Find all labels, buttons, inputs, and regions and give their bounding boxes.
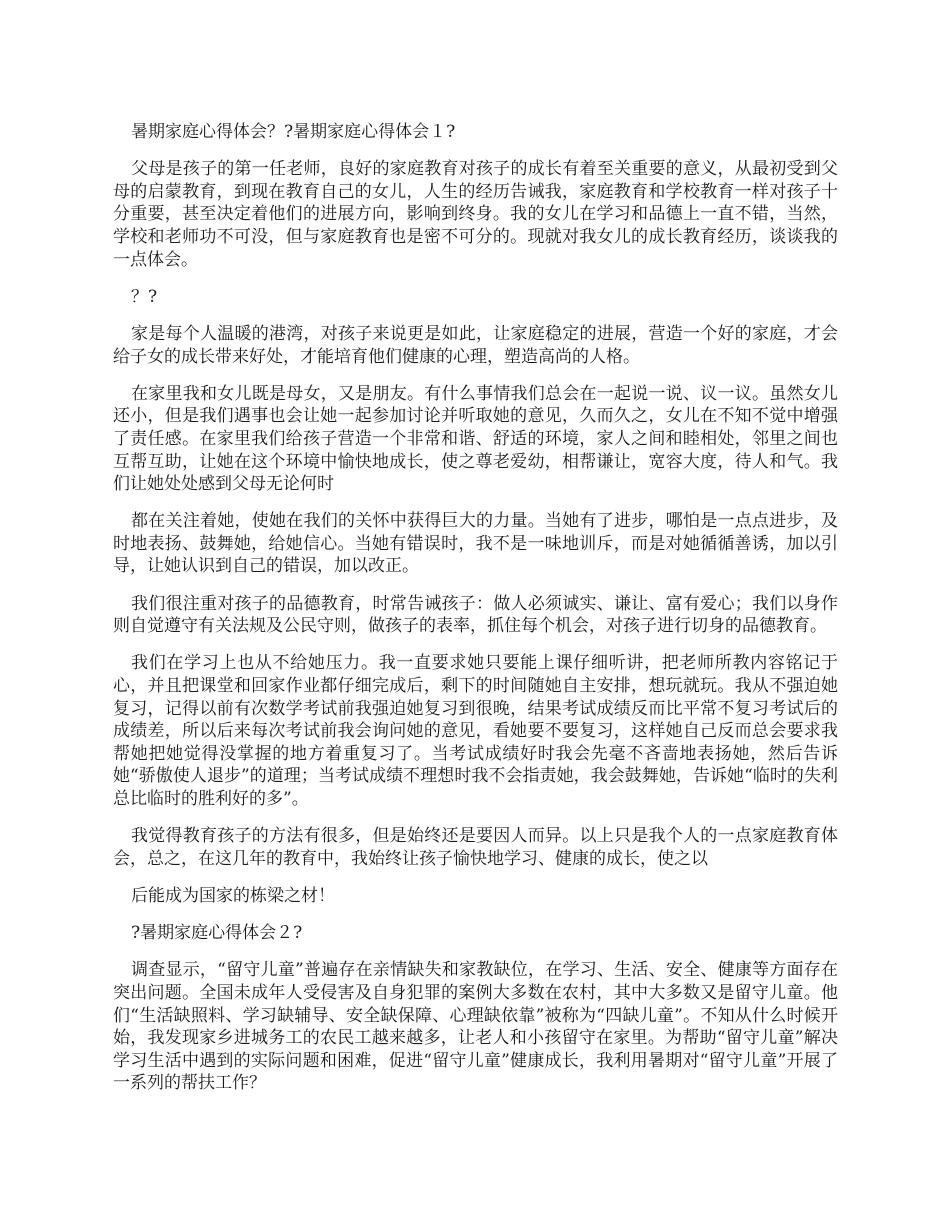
paragraph: 父母是孩子的第一任老师，良好的家庭教育对孩子的成长有着至关重要的意义，从最初受到父母的启蒙教育，到现在教育自己的女儿，人生的经历告诫我，家庭教育和学校教育一样对孩子十分重要，甚至决定着他们的进展方向，影响到终身。我的女儿在学习和品德上一直不错，当然，学校和老师功不可没，但与家庭教育也是密不可分的。现就对我女儿的成长教育经历，谈谈我的一点体会。 [113,159,838,270]
paragraph: 都在关注着她，使她在我们的关怀中获得巨大的力量。当她有了进步，哪怕是一点点进步，及时地表扬、鼓舞她，给她信心。当她有错误时，我不是一味地训斥，而是对她循循善诱，加以引导，让她认识到自己的错误，加以改正。 [113,511,838,577]
paragraph: ？? [131,286,158,307]
paragraph: 调查显示，“留守儿童”普遍存在亲情缺失和家教缺位，在学习、生活、安全、健康等方面存在突出问题。全国未成年人受侵害及自身犯罪的案例大多数在农村，其中大多数又是留守儿童。他们“生活缺照料、学习缺辅导、安全缺保障、心理缺依靠”被称为“四缺儿童”。不知从什么时候开始，我发现家乡进城务工的农民工越来越多，让老人和小孩留守在家里。为帮助“留守儿童”解决学习生活中遇到的实际问题和困难，促进“留守儿童”健康成长，我利用暑期对“留守儿童”开展了一系列的帮扶工作？ [113,960,838,1094]
paragraph: 家是每个人温暖的港湾，对孩子来说更是如此，让家庭稳定的进展，营造一个好的家庭，才会给子女的成长带来好处，才能培育他们健康的心理，塑造高尚的人格。 [113,323,838,367]
paragraph: 我觉得教育孩子的方法有很多，但是始终还是要因人而异。以上只是我个人的一点家庭教育体会，总之，在这几年的教育中，我始终让孩子愉快地学习、健康的成长，使之以 [113,826,838,869]
document-body [113,121,838,1110]
paragraph: 后能成为国家的栋梁之材！ [131,885,335,906]
paragraph: 我们很注重对孩子的品德教育，时常告诫孩子：做人必须诚实、谦让、富有爱心；我们以身作则自觉遵守有关法规及公民守则，做孩子的表率，抓住每个机会，对孩子进行切身的品德教育。 [113,593,838,637]
paragraph: 我们在学习上也从不给她压力。我一直要求她只要能上课仔细听讲，把老师所教内容铭记于心，并且把课堂和回家作业都仔细完成后，剩下的时间随她自主安排，想玩就玩。我从不强迫她复习，记得以前有次数学考试前我强迫她复习到很晚，结果考试成绩反而比平常不复习考试后的成绩差，所以后来每次考试前我会询问她的意见，看她要不要复习，这样她自己反而总会要求我帮她把她觉得没掌握的地方着重复习了。当考试成绩好时我会先毫不吝啬地表扬她，然后告诉她“骄傲使人退步”的道理；当考试成绩不理想时我不会指责她，我会鼓舞她，告诉她“临时的失利总比临时的胜利好的多”。 [113,653,838,809]
section-heading: ?暑期家庭心得体会２? [131,923,303,944]
paragraph: 在家里我和女儿既是母女，又是朋友。有什么事情我们总会在一起说一说、议一议。虽然女儿还小，但是我们遇事也会让她一起参加讨论并听取她的意见，久而久之，女儿在不知不觉中增强了责任感。在家里我们给孩子营造一个非常和谐、舒适的环境，家人之间和睦相处，邻里之间也互帮互助，让她在这个环境中愉快地成长，使之尊老爱幼，相帮谦让，宽容大度，待人和气。我们让她处处感到父母无论何时 [113,383,838,495]
document-title: 暑期家庭心得体会？?暑期家庭心得体会１? [131,122,456,142]
